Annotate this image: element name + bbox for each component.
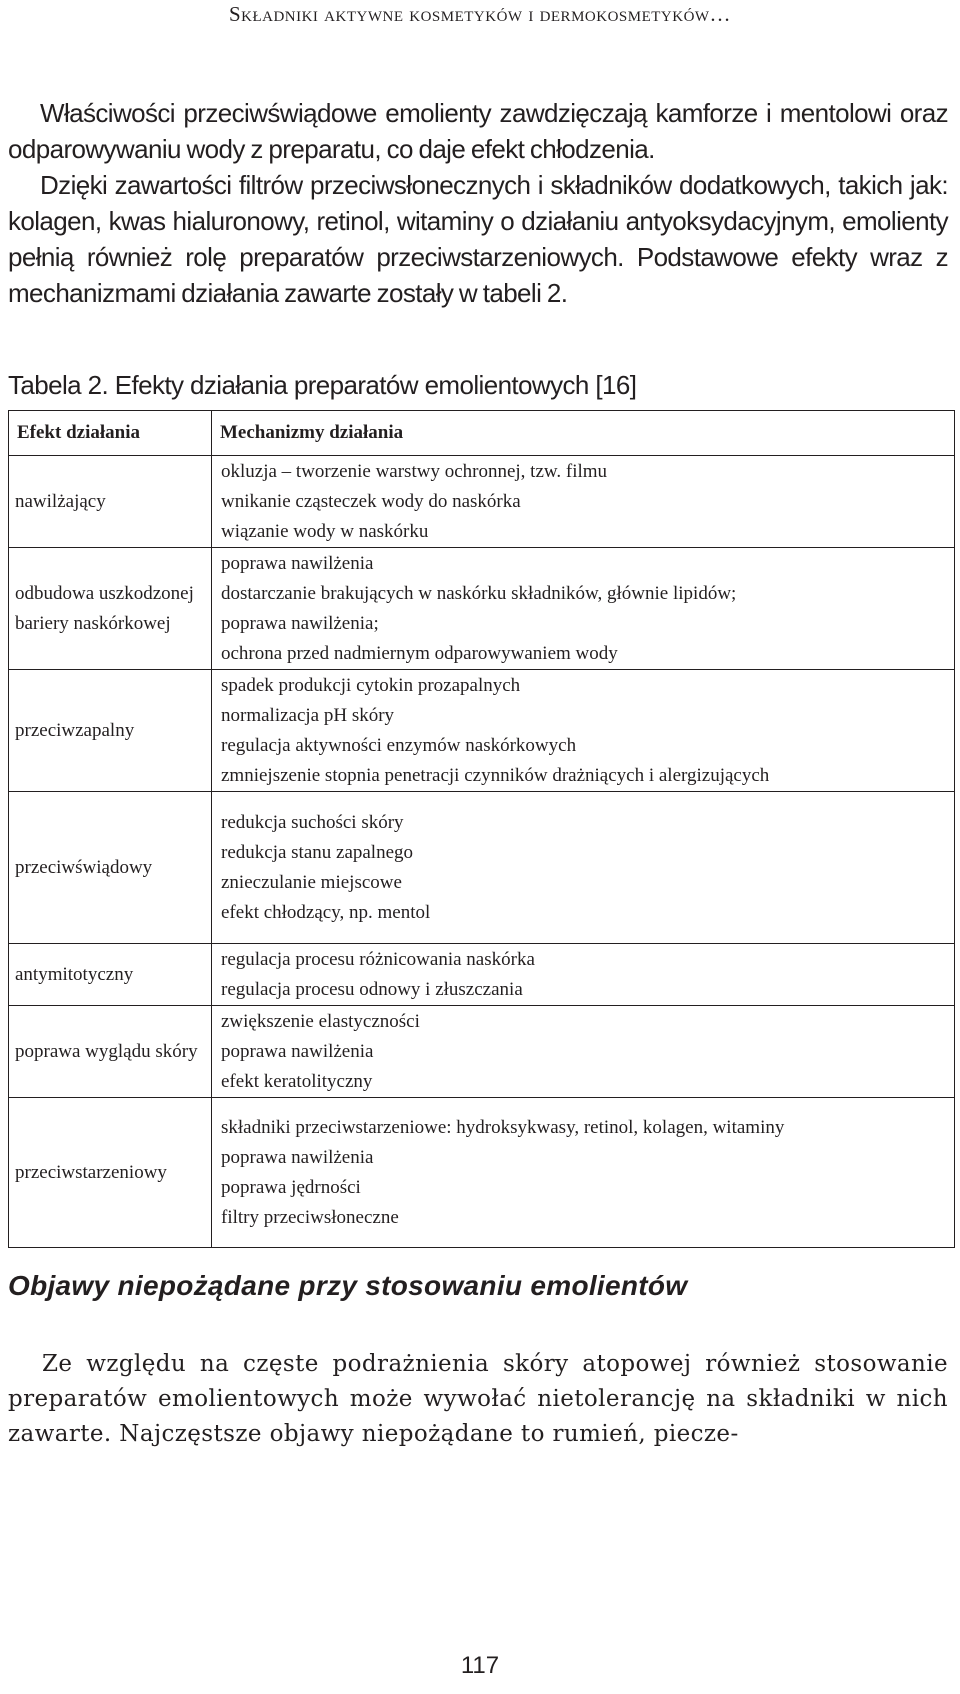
mechanism-item: poprawa nawilżenia; [221,612,379,634]
running-header: Składniki aktywne kosmetyków i dermokosmetyków… [228,2,732,26]
mechanisms-cell [212,792,955,944]
mechanism-item: poprawa nawilżenia [221,552,374,574]
effect-cell: antymitotyczny [9,944,212,1006]
mechanism-item: składniki przeciwstarzeniowe: hydroksykwasy, retinol, kolagen, witaminy [221,1116,785,1138]
mechanism-item: efekt keratolityczny [221,1070,373,1092]
intro-text [8,95,948,311]
intro-paragraph: Właściwości przeciwświądowe emolienty zawdzięczają kamforze i mentolowi oraz odparowywaniu wody z preparatu, co daje efekt chłodzenia. [8,98,948,164]
mechanisms-cell [212,1098,955,1248]
effects-table [8,410,955,1248]
table-row [9,792,955,944]
mechanism-item: ochrona przed nadmiernym odparowywaniem wody [221,642,618,664]
effect-cell: przeciwstarzeniowy [9,1098,212,1248]
mechanism-item: poprawa nawilżenia [221,1146,374,1168]
section-heading: Objawy niepożądane przy stosowaniu emolientów [8,1270,688,1301]
mechanism-item: dostarczanie brakujących w naskórku składników, głównie lipidów; [221,582,737,604]
column-header-effect: Efekt działania [9,411,212,456]
mechanisms-cell [212,670,955,792]
column-header-mechanisms: Mechanizmy działania [212,411,955,456]
section-paragraph: Ze względu na częste podrażnienia skóry atopowej również stosowanie preparatów emolientowych może wywołać nietolerancję na składniki w nich zawarte. Najczęstsze objawy niepożądane to rumień, piecze- [8,1351,948,1447]
table-caption: Tabela 2. Efekty działania preparatów emolientowych [16] [8,370,637,400]
effect-cell: przeciwświądowy [9,792,212,944]
mechanism-item: okluzja – tworzenie warstwy ochronnej, tzw. filmu [221,460,608,482]
table-row [9,670,955,792]
effect-cell: poprawa wyglądu skóry [9,1006,212,1098]
mechanism-item: redukcja stanu zapalnego [221,841,414,863]
mechanism-item: zwiększenie elastyczności [221,1010,420,1032]
table-row [9,1006,955,1098]
effect-cell: przeciwzapalny [9,670,212,792]
table-row [9,456,955,548]
mechanism-item: regulacja aktywności enzymów naskórkowych [221,734,577,756]
mechanisms-cell [212,944,955,1006]
mechanisms-cell [212,548,955,670]
table-body [9,456,955,1248]
mechanism-item: wnikanie cząsteczek wody do naskórka [221,490,521,512]
mechanism-item: zmniejszenie stopnia penetracji czynników drażniących i alergizujących [221,764,770,786]
effect-cell: odbudowa uszkodzonej bariery naskórkowej [9,548,212,670]
mechanism-item: regulacja procesu odnowy i złuszczania [221,978,523,1000]
mechanism-item: poprawa nawilżenia [221,1040,374,1062]
mechanism-item: filtry przeciwsłoneczne [221,1206,399,1228]
mechanism-item: spadek produkcji cytokin prozapalnych [221,674,521,696]
mechanisms-cell [212,1006,955,1098]
page-number: 117 [460,1652,500,1679]
mechanisms-cell [212,456,955,548]
intro-paragraph: Dzięki zawartości filtrów przeciwsłonecznych i składników dodatkowych, takich jak: kolagen, kwas hialuronowy, retinol, witaminy o działaniu antyoksydacyjnym, emolienty pełnią również rolę preparatów przeciwstarzeniowych. Podstawowe efekty wraz z mechanizmami działania zawarte zostały w tabeli 2. [8,170,948,308]
section-text [8,1347,948,1452]
table-header-row [9,411,955,456]
mechanism-item: redukcja suchości skóry [221,811,404,833]
mechanism-item: regulacja procesu różnicowania naskórka [221,948,535,970]
mechanism-item: normalizacja pH skóry [221,704,395,726]
effect-cell: nawilżający [9,456,212,548]
mechanism-item: wiązanie wody w naskórku [221,520,429,542]
mechanism-item: poprawa jędrności [221,1176,361,1198]
mechanism-item: znieczulanie miejscowe [221,871,402,893]
table-row [9,944,955,1006]
mechanism-item: efekt chłodzący, np. mentol [221,901,431,923]
table-row [9,548,955,670]
table-row [9,1098,955,1248]
